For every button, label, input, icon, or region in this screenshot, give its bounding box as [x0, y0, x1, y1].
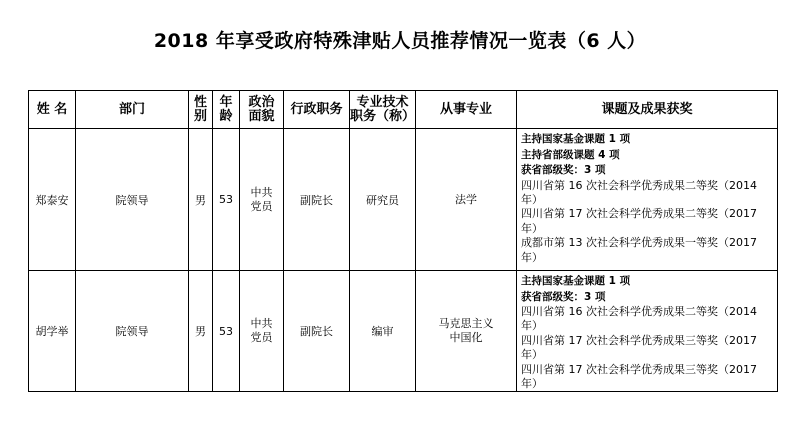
header-name: 姓 名: [29, 91, 76, 129]
cell-admin-post: 副院长: [284, 271, 350, 392]
award-line: 四川省第 17 次社会科学优秀成果三等奖（2017: [521, 362, 757, 376]
cell-dept: 院领导: [76, 129, 189, 271]
cell-tech-post: 编审: [350, 271, 416, 392]
cell-politics: 中共 党员: [240, 129, 284, 271]
award-line: 四川省第 16 次社会科学优秀成果二等奖（2014: [521, 305, 757, 318]
cell-dept: 院领导: [76, 271, 189, 392]
header-tech-post: 专业技术 职务（称）: [350, 91, 416, 129]
award-line: 获省部级奖：3 项: [521, 164, 606, 176]
header-admin-post: 行政职务: [284, 91, 350, 129]
cell-awards: [517, 129, 778, 271]
cell-gender: 男: [189, 129, 213, 271]
award-line: 年）: [521, 192, 543, 206]
table-row: [29, 129, 778, 271]
award-line: 年）: [521, 348, 543, 362]
header-dept: 部门: [76, 91, 189, 129]
cell-major: 法学: [416, 129, 517, 271]
header-major: 从事专业: [416, 91, 517, 129]
cell-name: 胡学举: [29, 271, 76, 392]
cell-awards: [517, 271, 778, 392]
cell-age: 53: [213, 271, 240, 392]
header-awards: 课题及成果获奖: [517, 91, 778, 129]
award-line: 年）: [521, 221, 543, 235]
recommendation-table: [28, 90, 778, 392]
header-politics: 政治 面貌: [240, 91, 284, 129]
header-gender: 性 别: [189, 91, 213, 129]
award-line: 年）: [521, 250, 543, 264]
page-title: 2018 年享受政府特殊津贴人员推荐情况一览表（6 人）: [153, 30, 647, 52]
cell-age: 53: [213, 129, 240, 271]
award-line: 四川省第 17 次社会科学优秀成果三等奖（2017: [521, 333, 757, 347]
cell-admin-post: 副院长: [284, 129, 350, 271]
award-line: 年）: [521, 377, 543, 391]
cell-politics: 中共 党员: [240, 271, 284, 392]
award-line: 主持国家基金课题 1 项: [521, 133, 631, 145]
award-line: 主持国家基金课题 1 项: [521, 275, 631, 287]
award-line: 主持省部级课题 4 项: [521, 148, 620, 161]
table-row: [29, 271, 778, 392]
cell-tech-post: 研究员: [350, 129, 416, 271]
cell-major: 马克思主义 中国化: [416, 271, 517, 392]
cell-gender: 男: [189, 271, 213, 392]
header-age: 年 龄: [213, 91, 240, 129]
award-line: 四川省第 17 次社会科学优秀成果二等奖（2017: [521, 207, 757, 221]
cell-name: 郑泰安: [29, 129, 76, 271]
award-line: 成都市第 13 次社会科学优秀成果一等奖（2017: [521, 236, 757, 250]
award-line: 四川省第 16 次社会科学优秀成果二等奖（2014: [521, 178, 757, 192]
award-line: 年）: [521, 319, 543, 333]
award-line: 获省部级奖：3 项: [521, 290, 606, 303]
table-header-row: [29, 91, 778, 129]
